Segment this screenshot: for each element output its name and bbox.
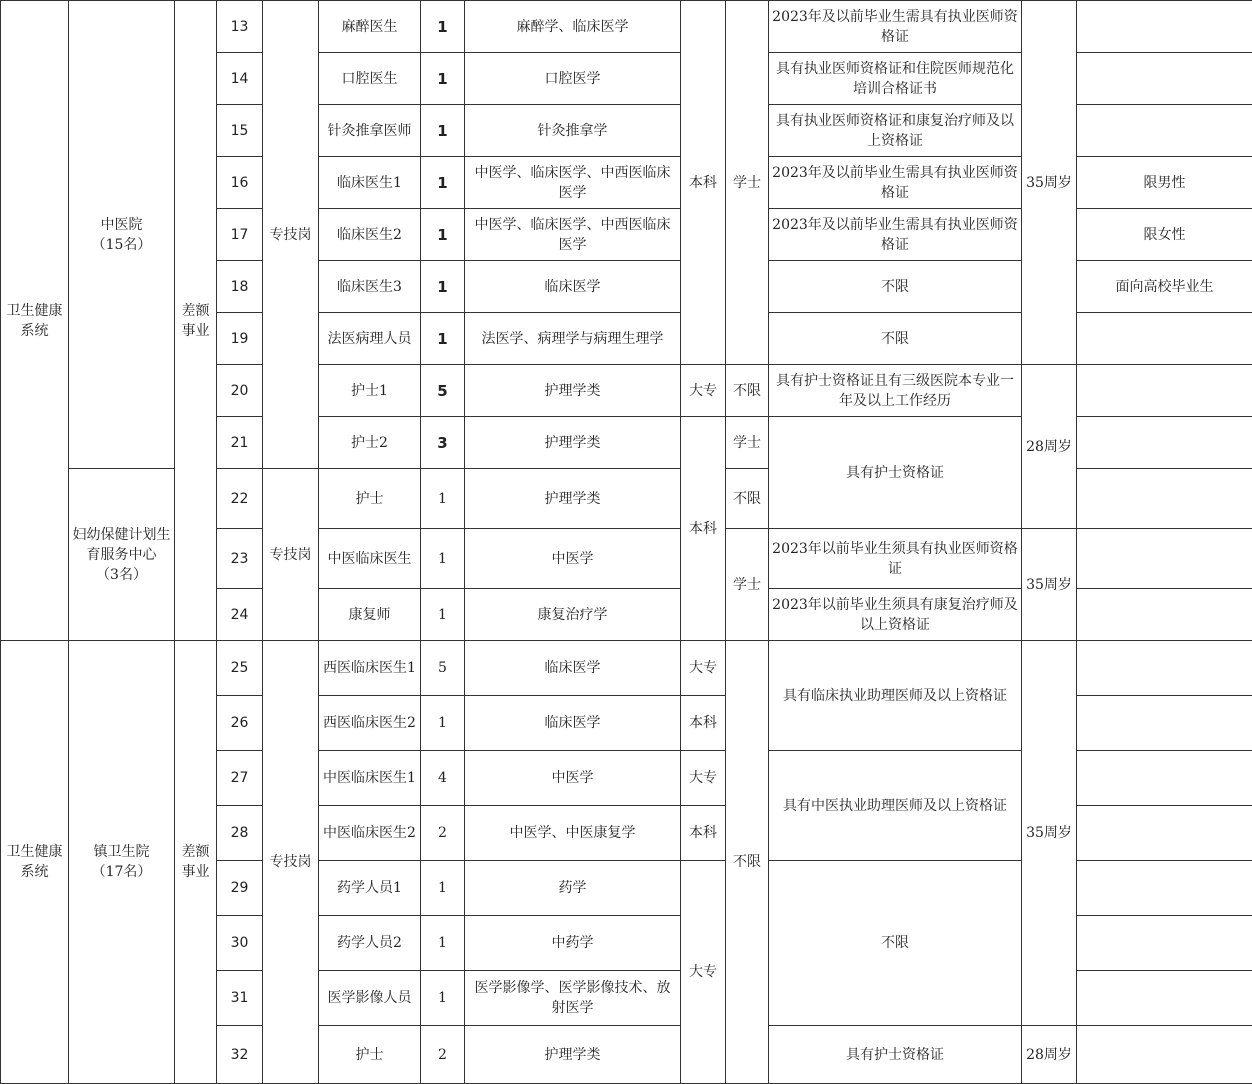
position-cell: 药学人员2 bbox=[319, 916, 421, 971]
position-cell: 护士2 bbox=[319, 417, 421, 469]
count-cell: 5 bbox=[421, 365, 465, 417]
requirement-cell: 具有护士资格证 bbox=[769, 417, 1022, 529]
note-cell bbox=[1077, 916, 1252, 971]
note-cell bbox=[1077, 105, 1252, 157]
requirement-cell: 不限 bbox=[769, 313, 1022, 365]
requirement-cell: 具有执业医师资格证和康复治疗师及以上资格证 bbox=[769, 105, 1022, 157]
count-cell: 1 bbox=[421, 589, 465, 641]
count-cell: 1 bbox=[421, 861, 465, 916]
major-cell: 临床医学 bbox=[465, 641, 681, 696]
note-cell bbox=[1077, 365, 1252, 417]
major-cell: 口腔医学 bbox=[465, 53, 681, 105]
major-cell: 麻醉学、临床医学 bbox=[465, 1, 681, 53]
table-row bbox=[1, 1, 1252, 53]
education-cell: 大专 bbox=[681, 641, 726, 696]
major-cell: 康复治疗学 bbox=[465, 589, 681, 641]
degree-cell: 学士 bbox=[726, 529, 769, 641]
count-cell: 1 bbox=[421, 53, 465, 105]
position-cell: 康复师 bbox=[319, 589, 421, 641]
major-cell: 法医学、病理学与病理生理学 bbox=[465, 313, 681, 365]
age-cell: 28周岁 bbox=[1022, 1026, 1077, 1084]
position-cell: 护士 bbox=[319, 1026, 421, 1084]
row-number: 13 bbox=[217, 1, 263, 53]
row-number: 32 bbox=[217, 1026, 263, 1084]
position-cell: 药学人员1 bbox=[319, 861, 421, 916]
major-cell: 中医学、临床医学、中西医临床医学 bbox=[465, 209, 681, 261]
row-number: 31 bbox=[217, 971, 263, 1026]
note-cell bbox=[1077, 861, 1252, 916]
count-cell: 5 bbox=[421, 641, 465, 696]
count-cell: 1 bbox=[421, 157, 465, 209]
position-cell: 临床医生2 bbox=[319, 209, 421, 261]
note-cell bbox=[1077, 806, 1252, 861]
row-number: 28 bbox=[217, 806, 263, 861]
requirement-cell: 具有执业医师资格证和住院医师规范化培训合格证书 bbox=[769, 53, 1022, 105]
degree-cell: 不限 bbox=[726, 641, 769, 1084]
count-cell: 1 bbox=[421, 696, 465, 751]
degree-cell: 不限 bbox=[726, 469, 769, 529]
requirement-cell: 2023年及以前毕业生需具有执业医师资格证 bbox=[769, 1, 1022, 53]
note-cell bbox=[1077, 696, 1252, 751]
row-number: 15 bbox=[217, 105, 263, 157]
table-row bbox=[1, 641, 1252, 696]
note-cell bbox=[1077, 641, 1252, 696]
position-cell: 法医病理人员 bbox=[319, 313, 421, 365]
note-cell bbox=[1077, 1, 1252, 53]
note-cell bbox=[1077, 313, 1252, 365]
post-type-cell: 专技岗 bbox=[263, 1, 319, 469]
education-cell: 本科 bbox=[681, 696, 726, 751]
count-cell: 1 bbox=[421, 313, 465, 365]
age-cell: 35周岁 bbox=[1022, 1, 1077, 365]
position-cell: 麻醉医生 bbox=[319, 1, 421, 53]
unit-name: 妇幼保健计划生育服务中心 bbox=[73, 527, 171, 563]
degree-cell: 学士 bbox=[726, 417, 769, 469]
position-cell: 中医临床医生2 bbox=[319, 806, 421, 861]
age-cell: 28周岁 bbox=[1022, 365, 1077, 529]
row-number: 23 bbox=[217, 529, 263, 589]
row-number: 14 bbox=[217, 53, 263, 105]
count-cell: 1 bbox=[421, 971, 465, 1026]
major-cell: 临床医学 bbox=[465, 261, 681, 313]
education-cell: 本科 bbox=[681, 417, 726, 641]
row-number: 20 bbox=[217, 365, 263, 417]
education-cell: 大专 bbox=[681, 751, 726, 806]
count-cell: 1 bbox=[421, 529, 465, 589]
count-cell: 1 bbox=[421, 105, 465, 157]
note-cell: 限男性 bbox=[1077, 157, 1252, 209]
requirement-cell: 具有护士资格证 bbox=[769, 1026, 1022, 1084]
note-cell bbox=[1077, 469, 1252, 529]
education-cell: 本科 bbox=[681, 1, 726, 365]
count-cell: 1 bbox=[421, 1, 465, 53]
count-cell: 1 bbox=[421, 209, 465, 261]
system-cell: 卫生健康系统 bbox=[1, 641, 69, 1084]
note-cell bbox=[1077, 751, 1252, 806]
row-number: 26 bbox=[217, 696, 263, 751]
row-number: 19 bbox=[217, 313, 263, 365]
requirement-cell: 具有临床执业助理医师及以上资格证 bbox=[769, 641, 1022, 751]
education-cell: 大专 bbox=[681, 365, 726, 417]
post-type-cell: 专技岗 bbox=[263, 469, 319, 641]
requirement-cell: 具有中医执业助理医师及以上资格证 bbox=[769, 751, 1022, 861]
position-cell: 临床医生3 bbox=[319, 261, 421, 313]
requirement-cell: 具有护士资格证且有三级医院本专业一年及以上工作经历 bbox=[769, 365, 1022, 417]
note-cell bbox=[1077, 1026, 1252, 1084]
unit-cell bbox=[69, 1, 175, 469]
row-number: 29 bbox=[217, 861, 263, 916]
major-cell: 护理学类 bbox=[465, 1026, 681, 1084]
requirement-cell: 2023年以前毕业生须具有执业医师资格证 bbox=[769, 529, 1022, 589]
unit-cell bbox=[69, 469, 175, 641]
major-cell: 护理学类 bbox=[465, 469, 681, 529]
unit-name: 中医院 bbox=[101, 217, 143, 233]
requirement-cell: 不限 bbox=[769, 261, 1022, 313]
note-cell bbox=[1077, 53, 1252, 105]
major-cell: 护理学类 bbox=[465, 365, 681, 417]
count-cell: 3 bbox=[421, 417, 465, 469]
education-cell: 本科 bbox=[681, 806, 726, 861]
major-cell: 中医学、临床医学、中西医临床医学 bbox=[465, 157, 681, 209]
major-cell: 中医学 bbox=[465, 751, 681, 806]
major-cell: 医学影像学、医学影像技术、放射医学 bbox=[465, 971, 681, 1026]
note-cell bbox=[1077, 417, 1252, 469]
major-cell: 护理学类 bbox=[465, 417, 681, 469]
post-type-cell: 专技岗 bbox=[263, 641, 319, 1084]
requirement-cell: 2023年及以前毕业生需具有执业医师资格证 bbox=[769, 209, 1022, 261]
position-cell: 护士 bbox=[319, 469, 421, 529]
requirement-cell: 2023年以前毕业生须具有康复治疗师及以上资格证 bbox=[769, 589, 1022, 641]
unit-cell bbox=[69, 641, 175, 1084]
major-cell: 中医学 bbox=[465, 529, 681, 589]
note-cell bbox=[1077, 529, 1252, 589]
count-cell: 2 bbox=[421, 1026, 465, 1084]
position-cell: 临床医生1 bbox=[319, 157, 421, 209]
count-cell: 1 bbox=[421, 469, 465, 529]
count-cell: 4 bbox=[421, 751, 465, 806]
row-number: 25 bbox=[217, 641, 263, 696]
age-cell: 35周岁 bbox=[1022, 529, 1077, 641]
position-cell: 针灸推拿医师 bbox=[319, 105, 421, 157]
row-number: 24 bbox=[217, 589, 263, 641]
major-cell: 中药学 bbox=[465, 916, 681, 971]
unit-name: 镇卫生院 bbox=[94, 844, 150, 860]
category-cell: 差额事业 bbox=[175, 641, 217, 1084]
system-cell: 卫生健康系统 bbox=[1, 1, 69, 641]
position-cell: 医学影像人员 bbox=[319, 971, 421, 1026]
row-number: 17 bbox=[217, 209, 263, 261]
major-cell: 中医学、中医康复学 bbox=[465, 806, 681, 861]
requirement-cell: 2023年及以前毕业生需具有执业医师资格证 bbox=[769, 157, 1022, 209]
major-cell: 药学 bbox=[465, 861, 681, 916]
count-cell: 1 bbox=[421, 916, 465, 971]
age-cell: 35周岁 bbox=[1022, 641, 1077, 1026]
major-cell: 针灸推拿学 bbox=[465, 105, 681, 157]
unit-quota: （15名） bbox=[92, 237, 152, 253]
note-cell: 限女性 bbox=[1077, 209, 1252, 261]
row-number: 27 bbox=[217, 751, 263, 806]
position-cell: 西医临床医生2 bbox=[319, 696, 421, 751]
requirement-cell: 不限 bbox=[769, 861, 1022, 1026]
position-cell: 中医临床医生1 bbox=[319, 751, 421, 806]
note-cell bbox=[1077, 589, 1252, 641]
count-cell: 2 bbox=[421, 806, 465, 861]
note-cell bbox=[1077, 971, 1252, 1026]
row-number: 22 bbox=[217, 469, 263, 529]
row-number: 18 bbox=[217, 261, 263, 313]
position-cell: 中医临床医生 bbox=[319, 529, 421, 589]
category-cell: 差额事业 bbox=[175, 1, 217, 641]
row-number: 30 bbox=[217, 916, 263, 971]
row-number: 16 bbox=[217, 157, 263, 209]
degree-cell: 不限 bbox=[726, 365, 769, 417]
position-cell: 西医临床医生1 bbox=[319, 641, 421, 696]
count-cell: 1 bbox=[421, 261, 465, 313]
unit-quota: （17名） bbox=[92, 864, 152, 880]
position-cell: 口腔医生 bbox=[319, 53, 421, 105]
row-number: 21 bbox=[217, 417, 263, 469]
note-cell: 面向高校毕业生 bbox=[1077, 261, 1252, 313]
major-cell: 临床医学 bbox=[465, 696, 681, 751]
degree-cell: 学士 bbox=[726, 1, 769, 365]
unit-quota: （3名） bbox=[96, 567, 147, 583]
position-cell: 护士1 bbox=[319, 365, 421, 417]
education-cell: 大专 bbox=[681, 861, 726, 1084]
